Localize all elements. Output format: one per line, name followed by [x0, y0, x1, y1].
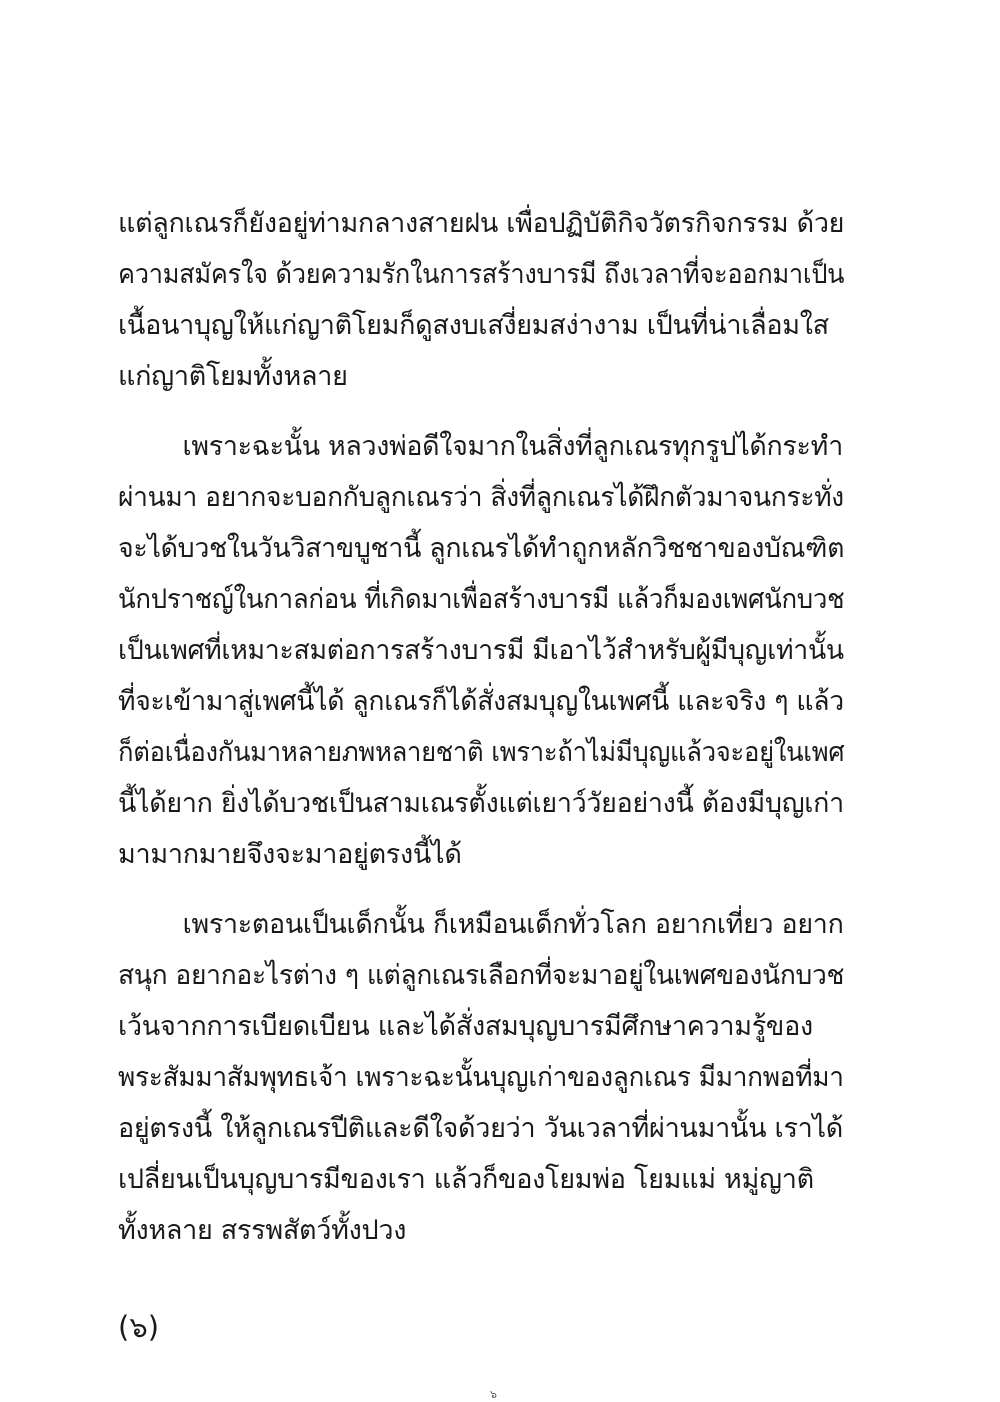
text-line: สนุก อยากอะไรต่าง ๆ แต่ลูกเณรเลือกที่จะมาอยู่ในเพศของนักบวช	[118, 960, 845, 991]
text-line: ที่จะเข้ามาสู่เพศนี้ได้ ลูกเณรก็ได้สั่งสมบุญในเพศนี้ และจริง ๆ แล้ว	[118, 686, 844, 717]
paragraph-1	[118, 198, 844, 402]
text-line: ความสมัครใจ ด้วยความรักในการสร้างบารมี ถึงเวลาที่จะออกมาเป็น	[118, 259, 845, 290]
text-line: นี้ได้ยาก ยิ่งได้บวชเป็นสามเณรตั้งแต่เยาว์วัยอย่างนี้ ต้องมีบุญเก่า	[118, 788, 844, 819]
folio-number: ๖	[490, 1388, 497, 1401]
text-line: แก่ญาติโยมทั้งหลาย	[118, 361, 348, 392]
text-line: อยู่ตรงนี้ ให้ลูกเณรปีติและดีใจด้วยว่า วันเวลาที่ผ่านมานั้น เราได้	[118, 1113, 844, 1144]
text-line: มามากมายจึงจะมาอยู่ตรงนี้ได้	[118, 839, 462, 870]
text-line: เว้นจากการเบียดเบียน และได้สั่งสมบุญบารมีศึกษาความรู้ของ	[118, 1011, 813, 1042]
text-line: ทั้งหลาย สรรพสัตว์ทั้งปวง	[118, 1215, 407, 1246]
text-line-indented: เพราะตอนเป็นเด็กนั้น ก็เหมือนเด็กทั่วโลก อยากเที่ยว อยาก	[182, 909, 844, 940]
text-line: ก็ต่อเนื่องกันมาหลายภพหลายชาติ เพราะถ้าไม่มีบุญแล้วจะอยู่ในเพศ	[118, 737, 845, 768]
text-line: ผ่านมา อยากจะบอกกับลูกเณรว่า สิ่งที่ลูกเณรได้ฝึกตัวมาจนกระทั่ง	[118, 482, 844, 513]
text-line-indented: เพราะฉะนั้น หลวงพ่อดีใจมากในสิ่งที่ลูกเณรทุกรูปได้กระทำ	[182, 431, 844, 462]
body-text	[118, 198, 844, 1275]
text-line: เป็นเพศที่เหมาะสมต่อการสร้างบารมี มีเอาไว้สำหรับผู้มีบุญเท่านั้น	[118, 635, 844, 666]
text-line: เนื้อนาบุญให้แก่ญาติโยมก็ดูสงบเสงี่ยมสง่างาม เป็นที่น่าเลื่อมใส	[118, 310, 829, 341]
text-line: เปลี่ยนเป็นบุญบารมีของเรา แล้วก็ของโยมพ่อ โยมแม่ หมู่ญาติ	[118, 1164, 814, 1195]
text-line: จะได้บวชในวันวิสาขบูชานี้ ลูกเณรได้ทำถูกหลักวิชชาของบัณฑิต	[118, 533, 845, 564]
text-line: นักปราชญ์ในกาลก่อน ที่เกิดมาเพื่อสร้างบารมี แล้วก็มองเพศนักบวช	[118, 584, 845, 615]
text-line: แต่ลูกเณรก็ยังอยู่ท่ามกลางสายฝน เพื่อปฏิบัติกิจวัตรกิจกรรม ด้วย	[118, 208, 845, 239]
paragraph-3	[118, 899, 844, 1256]
paragraph-2	[118, 421, 844, 880]
text-line: พระสัมมาสัมพุทธเจ้า เพราะฉะนั้นบุญเก่าของลูกเณร มีมากพอที่มา	[118, 1062, 844, 1093]
page-number: (๖)	[118, 1310, 160, 1344]
